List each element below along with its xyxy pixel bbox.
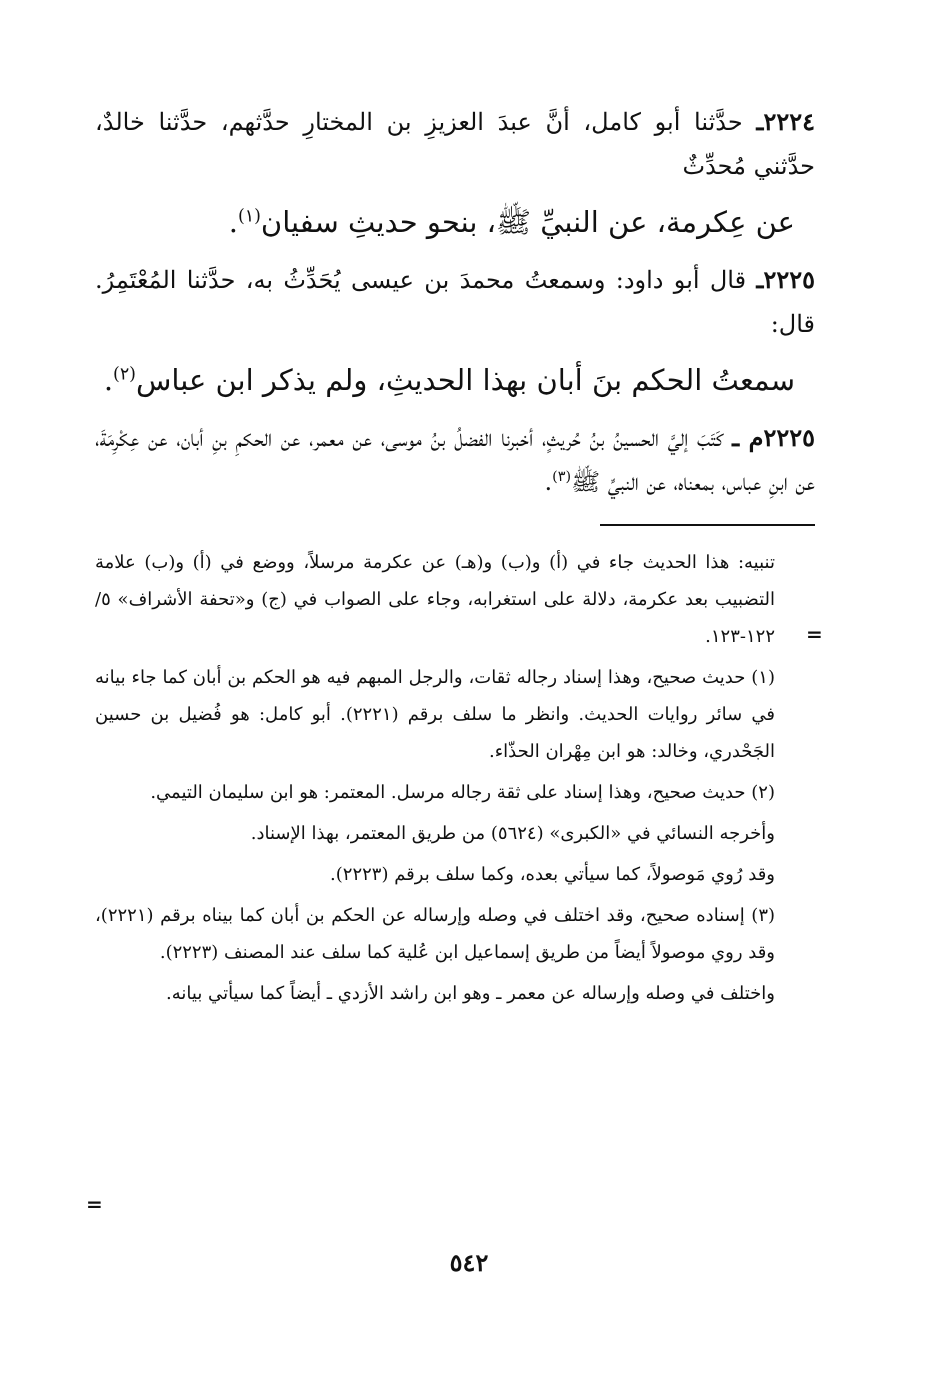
footnote-2-mawsul: وقد رُوي مَوصولاً، كما سيأتي بعده، وكما سلف برقم (٢٢٢٣).: [330, 864, 775, 885]
continuation-mark-top: =: [806, 622, 823, 646]
hadith-2225m: ٢٢٢٥م ـ كَتَبَ إليَّ الحسينُ بنُ حُريثٍ، أخبرنا الفضلُ بنُ موسى، عن معمر، عن الحكمِ بنِ أبان، عن عِكْرِمَةَ، عن ابنِ عباس، بمعناه، عن النبيِّ ﷺ$^{(٣)}$.: [95, 423, 815, 496]
hadith-2224-matn: عن عِكرمة، عن النبيِّ ﷺ، بنحو حديثِ سفيان$^{(١)}$.: [228, 205, 795, 239]
hadith-2225-matn: سمعتُ الحكم بنَ أبان بهذا الحديثِ، ولم يذكر ابن عباس$^{(٢)}$.: [103, 363, 795, 397]
hadith-2225-isnad: [95, 258, 815, 346]
hadith-text: كَتَبَ إليَّ الحسينُ بنُ حُريثٍ، أخبرنا الفضلُ بنُ موسى، عن معمر، عن الحكمِ بنِ أبان، عن عِكْرِمَةَ، عن ابنِ عباس، بمعناه، عن النبيِّ ﷺ: [95, 424, 815, 496]
page-content: [95, 100, 815, 1016]
isnad-text: قال أبو داود: وسمعتُ محمدَ بن عيسى يُحَدِّثُ به، حدَّثنا المُعْتَمِرُ. قال:: [95, 266, 815, 338]
continuation-mark-bottom: =: [86, 1192, 103, 1216]
hadith-number: ٢٢٢٥م ـ: [732, 423, 815, 452]
footnote-2-takhrij: وأخرجه النسائي في «الكبرى» (٥٦٢٤) من طريق المعتمر، بهذا الإسناد.: [250, 823, 775, 844]
footnote-ref[interactable]: (٣): [552, 469, 572, 485]
footnote-3: (٣) إسناده صحيح، وقد اختلف في وصله وإرساله عن الحكم بن أبان كما بيناه برقم (٢٢٢١)، وقد روي موصولاً أيضاً من طريق إسماعيل ابن عُلية كما سلف عند المصنف (٢٢٢٣).: [95, 905, 776, 963]
hadith-number: ٢٢٢٤ـ: [756, 107, 815, 136]
hadith-number: ٢٢٢٥ـ: [756, 265, 815, 294]
matn-text: عن عِكرمة، عن النبيِّ ﷺ، بنحو حديثِ سفيان: [260, 205, 795, 239]
matn-text: سمعتُ الحكم بنَ أبان بهذا الحديثِ، ولم يذكر ابن عباس: [135, 363, 795, 397]
footnote-ref[interactable]: (١): [237, 206, 261, 227]
page-number: ٥٤٢: [449, 1248, 489, 1277]
footnote-2: (٢) حديث صحيح، وهذا إسناد على ثقة رجاله مرسل. المعتمر: هو ابن سليمان التيمي.: [150, 782, 775, 803]
footnote-tanbih: تنبيه: هذا الحديث جاء في (أ) و(ب) و(هـ) عن عكرمة مرسلاً، ووضع في (أ) و(ب) علامة التضبيب بعد عكرمة، دلالة على استغرابه، وجاء على الصواب في (ج) و«تحفة الأشراف» ٥/ ١٢٢-١٢٣.: [95, 552, 775, 647]
isnad-text: حدَّثنا أبو كامل، أنَّ عبدَ العزيزِ بن المختارِ حدَّثهم، حدَّثنا خالدٌ، حدَّثني مُحدِّثٌ: [95, 108, 815, 180]
footnote-ref[interactable]: (٢): [113, 364, 136, 385]
footnote-divider: [600, 524, 815, 526]
footnote-3-continued: واختلف في وصله وإرساله عن معمر ـ وهو ابن راشد الأزدي ـ أيضاً كما سيأتي بيانه.: [166, 983, 775, 1004]
footnote-1: (١) حديث صحيح، وهذا إسناد رجاله ثقات، والرجل المبهم فيه هو الحكم بن أبان كما جاء بيانه في سائر روايات الحديث. وانظر ما سلف برقم (٢٢٢١). أبو كامل: هو فُضيل بن حسين الجَحْدري، وخالد: هو ابن مِهْران الحذّاء.: [95, 667, 776, 762]
hadith-2224-isnad: [95, 100, 815, 188]
